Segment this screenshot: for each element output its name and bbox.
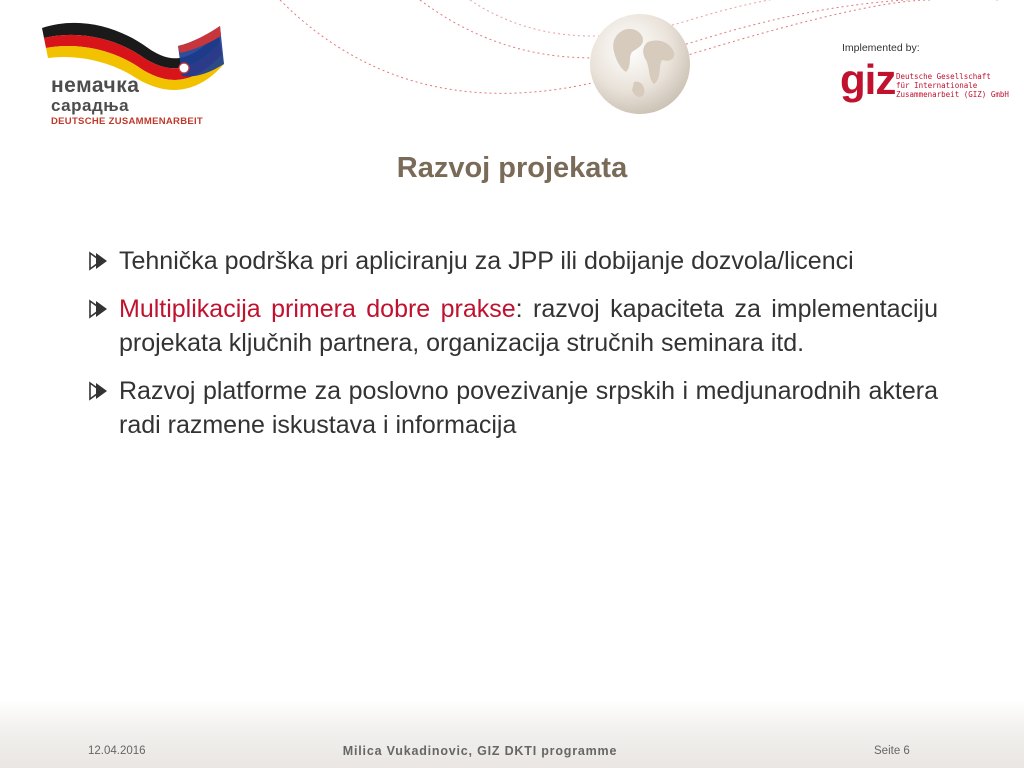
bullet-highlight-text: Multiplikacija primera dobre prakse — [119, 295, 516, 323]
giz-logo: giz — [840, 56, 896, 103]
logo-text-line2: сарадња — [51, 96, 130, 115]
giz-text-line1: Deutsche Gesellschaft — [896, 72, 991, 81]
bullet-text: Razvoj platforme za poslovno povezivanje srpskih i medjunarodnih aktera radi razmene iskustava i informacija — [119, 377, 938, 439]
giz-logo-text — [896, 72, 1009, 99]
nemacka-saradnja-logo — [38, 18, 228, 128]
arrow-bullet-icon — [88, 299, 110, 319]
bullet-text: Tehnička podrška pri apliciranju za JPP ili dobijanje dozvola/licenci — [119, 247, 854, 275]
arrow-bullet-icon — [88, 381, 110, 401]
bullet-item — [88, 244, 938, 278]
giz-text-line2: für Internationale — [896, 81, 978, 90]
logo-text-line1: немачка — [51, 74, 140, 97]
slide-title: Razvoj projekata — [396, 152, 628, 184]
logo-text-line3: DEUTSCHE ZUSAMMENARBEIT — [51, 116, 204, 127]
bullet-item — [88, 374, 938, 442]
bullet-item — [88, 292, 938, 360]
implemented-by-label: Implemented by: — [842, 42, 920, 54]
giz-text-line3: Zusammenarbeit (GIZ) GmbH — [896, 90, 1009, 99]
bullet-text: : razvoj kapaciteta za implementaciju projekata ključnih partnera, organizacija stručnih seminara itd. — [119, 295, 938, 357]
footer-presenter: Milica Vukadinovic, GIZ DKTI programme — [342, 744, 618, 758]
globe-icon — [588, 12, 692, 116]
arrow-bullet-icon — [88, 251, 110, 271]
footer-page-number: Seite 6 — [874, 745, 910, 757]
footer-date: 12.04.2016 — [88, 745, 146, 757]
bullet-list — [88, 244, 938, 456]
